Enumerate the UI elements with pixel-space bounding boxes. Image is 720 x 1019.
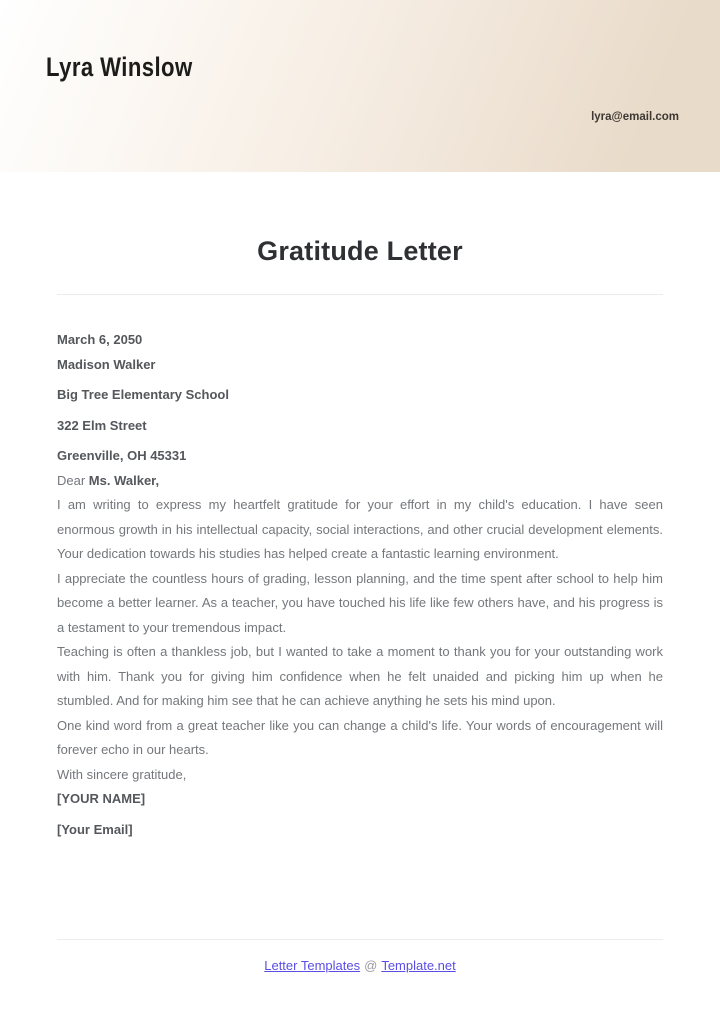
paragraph-3: Teaching is often a thankless job, but I wanted to take a moment to thank you for your outstanding work with him. Thank you for giving him confidence when he felt unaided and picking him up when he stumbled. And for making him see that he can achieve anything he sets his mind upon. (57, 644, 663, 708)
salutation-name: Ms. Walker, (88, 472, 160, 488)
page-title: Gratitude Letter (257, 236, 463, 266)
letter-templates-link[interactable]: Letter Templates (264, 958, 361, 973)
letter-body (57, 328, 663, 842)
signature-name-placeholder: [YOUR NAME] (57, 791, 146, 806)
recipient-name: Madison Walker (57, 356, 156, 372)
recipient-organization: Big Tree Elementary School (57, 387, 229, 402)
recipient-street: 322 Elm Street (57, 417, 147, 433)
title-divider (57, 294, 663, 295)
paragraph-4: One kind word from a great teacher like you can change a child's life. Your words of encouragement will forever echo in our hearts. (57, 717, 663, 757)
letterhead-banner (0, 0, 720, 172)
signature-email-placeholder: [Your Email] (57, 821, 133, 837)
paragraph-2: I appreciate the countless hours of grading, lesson planning, and the time spent after school to help him become a better learner. As a teacher, you have touched his life like few others have, and his progress is a testament to your tremendous impact. (57, 570, 663, 635)
letter-page (0, 236, 720, 842)
paragraph-1: I am writing to express my heartfelt gratitude for your effort in my child's education. I have seen enormous growth in his intellectual capacity, social interactions, and other crucial development elements. Your dedication towards his studies has helped create a fantastic learning environment. (57, 497, 663, 561)
template-net-link[interactable]: Template.net (381, 958, 456, 973)
salutation (57, 469, 663, 494)
recipient-city: Greenville, OH 45331 (57, 448, 187, 463)
sender-name: Lyra Winslow (46, 52, 193, 82)
salutation-prefix: Dear (57, 472, 89, 488)
letter-date: March 6, 2050 (57, 332, 143, 347)
footer-separator: @ (364, 958, 378, 973)
sender-email: lyra@email.com (591, 111, 679, 123)
page-footer (0, 939, 720, 1019)
footer-credits (0, 940, 720, 1019)
closing-line: With sincere gratitude, (57, 766, 187, 782)
